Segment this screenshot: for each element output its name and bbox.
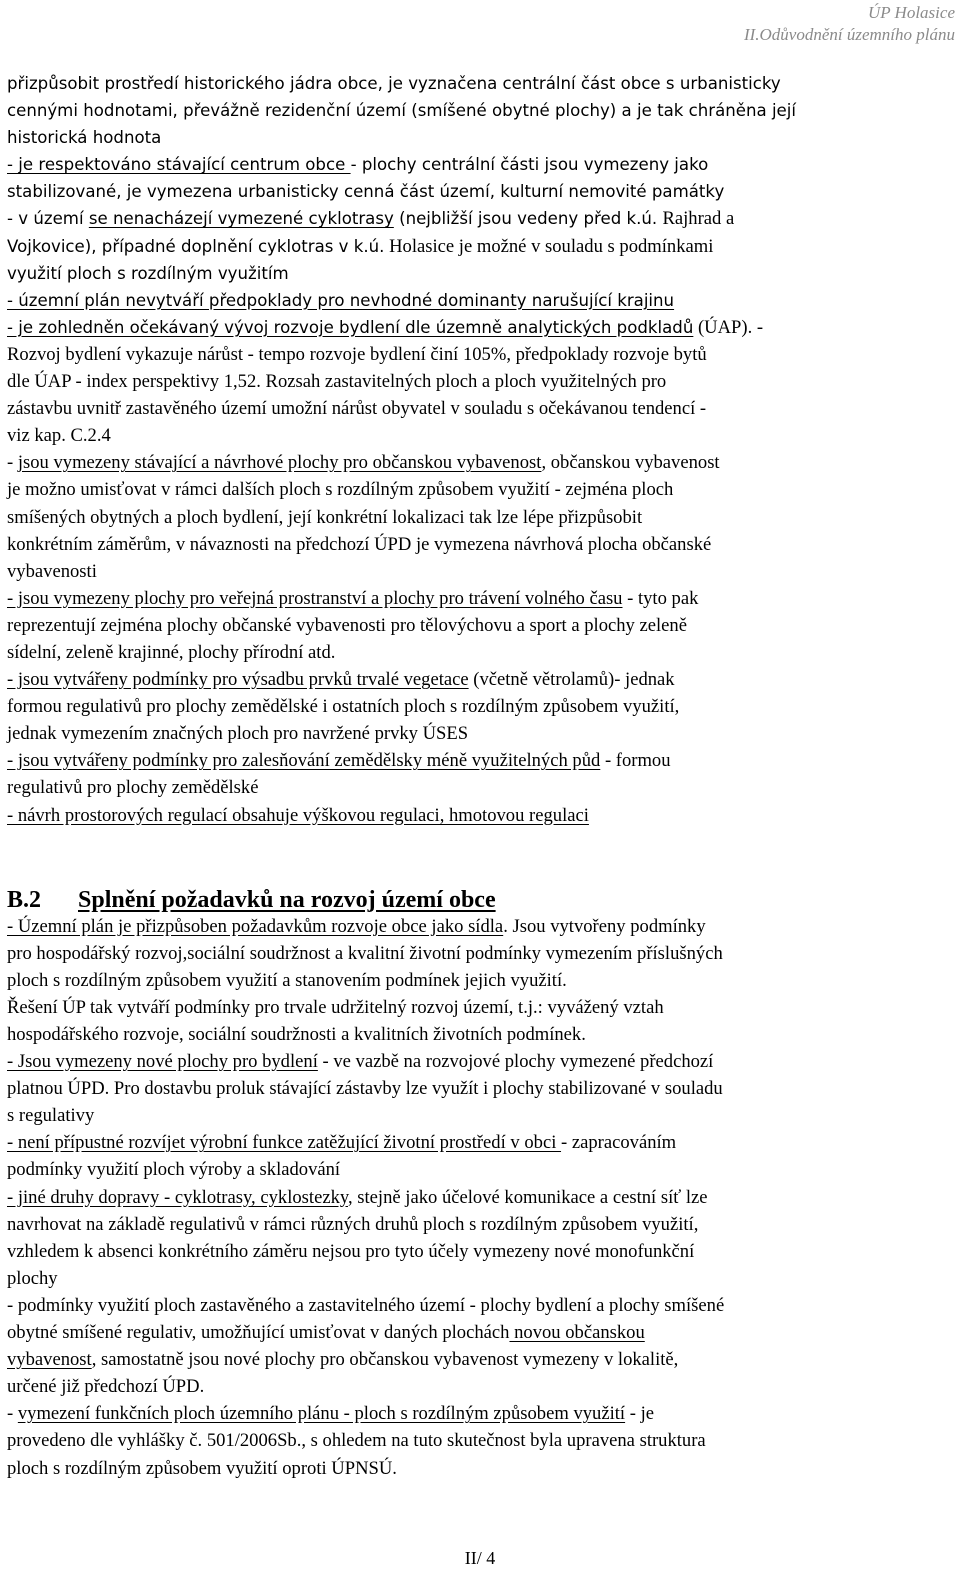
text-line: [7, 913, 955, 940]
text-line: [7, 449, 955, 476]
text-line: ploch s rozdílným způsobem využití a stanovením podmínek jejich využití.: [7, 969, 567, 991]
underlined-text: - Územní plán je přizpůsoben požadavkům rozvoje obce jako sídla: [7, 915, 504, 937]
text-line: formou regulativů pro plochy zemědělské i ostatních ploch s rozdílným způsobem využití,: [7, 696, 680, 718]
text-span: Vojkovice), případné doplnění cyklotras v k.ú.: [7, 236, 385, 256]
text-line: [7, 1048, 955, 1075]
spacer: [7, 829, 955, 885]
underlined-text: vymezení funkčních ploch územního plánu - ploch s rozdílným způsobem využití: [17, 1403, 626, 1425]
underlined-text: vybavenost: [7, 1349, 92, 1371]
underlined-text: se nenacházejí vymezené cyklotrasy: [88, 209, 394, 229]
text-span: Rajhrad a: [662, 208, 735, 230]
text-span: - v území: [7, 209, 89, 229]
header-plan-name: ÚP Holasice: [867, 3, 955, 22]
text-line: reprezentují zejména plochy občanské vybavenosti pro tělovýchovu a sport a plochy zeleně: [7, 614, 687, 636]
text-line: [7, 585, 955, 612]
text-line: Řešení ÚP tak vytváří podmínky pro trvale udržitelný rozvoj území, t.j.: vyvážený vztah: [7, 996, 664, 1018]
section-heading: [7, 885, 955, 915]
text-span: - ve vazbě na rozvojové plochy vymezené předchozí: [317, 1051, 714, 1073]
text-span: - zapracováním: [561, 1132, 677, 1154]
underlined-text: - jsou vytvářeny podmínky pro výsadbu prvků trvalé vegetace: [7, 669, 469, 691]
text-line: [7, 1319, 955, 1346]
underlined-text: - jiné druhy dopravy - cyklotrasy, cyklostezky: [7, 1186, 348, 1208]
text-line: dle ÚAP - index perspektivy 1,52. Rozsah zastavitelných ploch a ploch využitelných pro: [7, 371, 667, 393]
text-line: vzhledem k absenci konkrétního záměru nejsou pro tyto účely vymezeny nové monofunkční: [7, 1240, 695, 1262]
text-line: - podmínky využití ploch zastavěného a zastavitelného území - plochy bydlení a plochy smíšené: [7, 1294, 725, 1316]
text-line: jednak vymezením značných ploch pro navržené prvky ÚSES: [7, 723, 469, 745]
text-line: plochy: [7, 1267, 58, 1289]
text-line: hospodářského rozvoje, sociální soudržnosti a kvalitních životních podmínek.: [7, 1024, 586, 1045]
text-line: [7, 151, 955, 178]
text-line: [7, 666, 955, 693]
text-line: podmínky využití ploch výroby a skladování: [7, 1159, 341, 1181]
section-number: B.2: [7, 886, 42, 913]
text-line: [7, 205, 955, 232]
text-line: s regulativy: [7, 1105, 95, 1127]
text-line: zástavbu uvnitř zastavěného území umožní nárůst obyvatel v souladu s očekávanou tendencí -: [7, 398, 707, 420]
underlined-text: - je respektováno stávající centrum obce: [7, 155, 351, 175]
text-span: - tyto pak: [622, 587, 699, 609]
text-span: (nejbližší jsou vedeny před k.ú.: [393, 209, 663, 229]
text-line: provedeno dle vyhlášky č. 501/2006Sb., s ohledem na tuto skutečnost byla upravena struktura: [7, 1430, 706, 1452]
text-span: -: [7, 1403, 18, 1425]
text-span: , stejně jako účelové komunikace a cestní síť lze: [347, 1186, 708, 1208]
text-line: [7, 1346, 955, 1373]
text-line: [7, 233, 955, 260]
text-line: [7, 1400, 955, 1427]
text-line: [7, 1184, 955, 1211]
text-span: , občanskou vybavenost: [541, 452, 720, 474]
section-title: Splnění požadavků na rozvoj území obce: [78, 886, 496, 913]
text-line: přizpůsobit prostředí historického jádra obce, je vyznačena centrální část obce s urbanisticky: [7, 74, 781, 93]
underlined-text: - Jsou vymezeny nové plochy pro bydlení: [7, 1051, 318, 1073]
text-line: pro hospodářský rozvoj,sociální soudržnost a kvalitní životní podmínky vymezením příslušných: [7, 942, 723, 964]
text-line: vybavenosti: [7, 560, 97, 582]
text-line: určené již předchozí ÚPD.: [7, 1376, 205, 1398]
underlined-text: jsou vymezeny stávající a návrhové plochy pro občanskou vybavenost: [17, 452, 542, 474]
page-header: [744, 2, 955, 46]
text-span: - plochy centrální části jsou vymezeny jako: [350, 155, 709, 175]
underlined-text: novou občanskou: [509, 1322, 645, 1344]
underlined-text: - jsou vymezeny plochy pro veřejná prostranství a plochy pro trávení volného času: [7, 587, 623, 609]
text-span: obytné smíšené regulativ, umožňující umisťovat v daných plochách: [7, 1322, 510, 1344]
text-line: [7, 314, 955, 341]
text-line: regulativů pro plochy zemědělské: [7, 777, 259, 799]
document-body: [7, 70, 955, 1482]
underlined-text: - je zohledněn očekávaný vývoj rozvoje bydlení dle územně analytických podkladů: [7, 317, 694, 337]
text-line: navrhovat na základě regulativů v rámci různých druhů ploch s rozdílným způsobem využití,: [7, 1213, 699, 1235]
text-span: , samostatně jsou nové plochy pro občanskou vybavenost vymezeny v lokalitě,: [91, 1349, 679, 1371]
text-line: je možno umisťovat v rámci dalších ploch s rozdílným způsobem využití - zejména ploch: [7, 479, 674, 501]
underlined-text: - jsou vytvářeny podmínky pro zalesňování zemědělsky méně využitelných půd: [7, 750, 601, 772]
text-span: (ÚAP). -: [693, 316, 764, 338]
text-line: využití ploch s rozdílným využitím: [7, 263, 289, 283]
text-line: historická hodnota: [7, 128, 162, 148]
underlined-text: - není přípustné rozvíjet výrobní funkce zatěžující životní prostředí v obci: [7, 1132, 562, 1154]
page-number: II/ 4: [464, 1548, 496, 1568]
text-line: ploch s rozdílným způsobem využití oproti ÚPNSÚ.: [7, 1457, 397, 1479]
text-line: smíšených obytných a ploch bydlení, její konkrétní lokalizaci tak lze lépe přizpůsobit: [7, 506, 643, 528]
text-line: sídelní, zeleně krajinné, plochy přírodní atd.: [7, 641, 336, 663]
text-line: [7, 1129, 955, 1156]
text-span: - je: [625, 1403, 655, 1425]
text-span: -: [7, 452, 18, 474]
text-line: stabilizované, je vymezena urbanisticky cenná část území, kulturní nemovité památky: [7, 182, 725, 202]
text-line: Rozvoj bydlení vykazuje nárůst - tempo rozvoje bydlení činí 105%, předpoklady rozvoje bytů: [7, 343, 707, 365]
header-chapter: II.Odůvodnění územního plánu: [743, 25, 955, 44]
text-line: platnou ÚPD. Pro dostavbu proluk stávající zástavby lze využít i plochy stabilizované v souladu: [7, 1078, 723, 1100]
text-line: cennými hodnotami, převážně rezidenční území (smíšené obytné plochy) a je tak chráněna její: [7, 101, 796, 121]
text-span: - formou: [600, 750, 671, 772]
text-line: konkrétním záměrům, v návaznosti na předchozí ÚPD je vymezena návrhová plocha občanské: [7, 533, 712, 555]
text-line: viz kap. C.2.4: [7, 425, 111, 447]
text-line: - územní plán nevytváří předpoklady pro nevhodné dominanty narušující krajinu: [7, 290, 675, 310]
text-line: - návrh prostorových regulací obsahuje výškovou regulaci, hmotovou regulaci: [7, 804, 589, 826]
text-line: [7, 747, 955, 774]
text-span: (včetně větrolamů)- jednak: [468, 669, 675, 691]
text-span: . Jsou vytvořeny podmínky: [503, 915, 706, 937]
text-span: Holasice je možné v souladu s podmínkami: [384, 235, 714, 257]
